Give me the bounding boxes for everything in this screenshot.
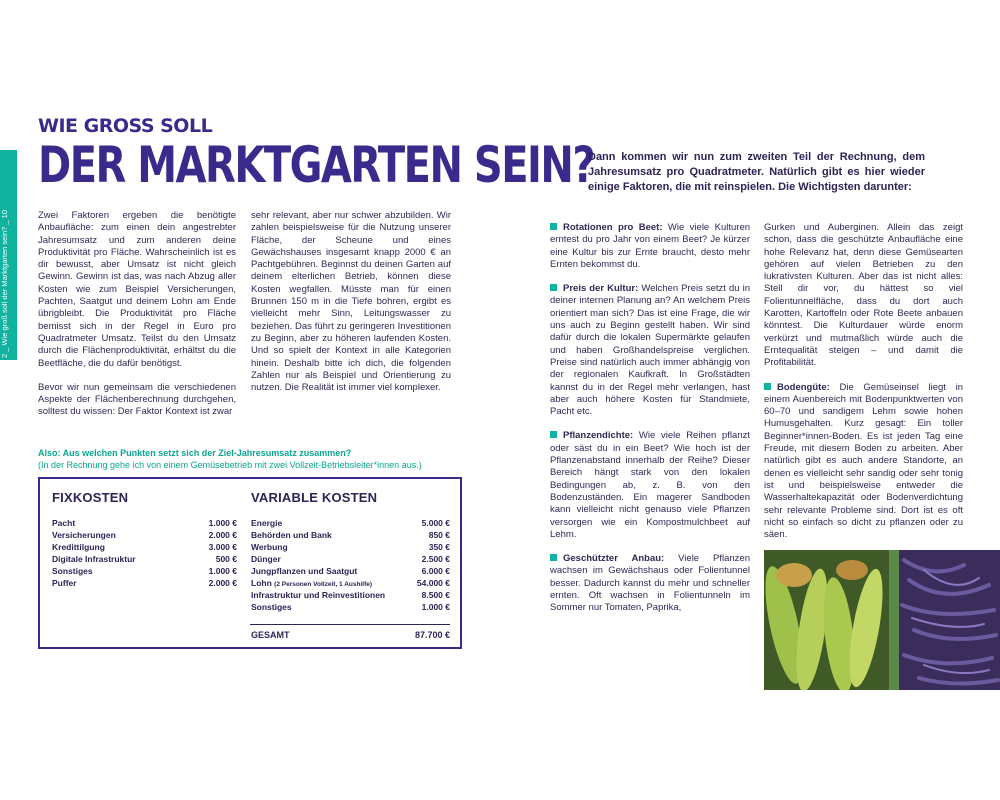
question-block [38, 447, 463, 471]
cost-row: Lohn (2 Personen Vollzeit, 1 Aushilfe) 54.000 € [251, 578, 450, 588]
cost-row: Werbung 350 € [251, 542, 450, 552]
page-title: DER MARKTGARTEN SEIN? [38, 137, 595, 195]
cost-row-note: (2 Personen Vollzeit, 1 Aushilfe) [274, 581, 373, 588]
factor-item: Preis der Kultur: Welchen Preis setzt du in deiner internen Planung an? An welchem Preis orientiert man sich? Das ist eine Frage, die wir uns auch zu Beginn gestellt haben. Wir sind dafür durch die lokalen Supermärkte gelaufen und haben Großhandelspreise verglichen. Preise sind natürlich auch immer abhängig von der regionalen Kaufkraft. In Großstädten kannst du in der Regel mehr verlangen, hast aber auch höhere Kosten für Standmiete, Pacht etc. [550, 283, 751, 418]
question-heading: Also: Aus welchen Punkten setzt sich der Ziel-Jahresumsatz zusammen? [38, 448, 352, 458]
factor-item: Rotationen pro Beet: Wie viele Kulturen erntest du pro Jahr von einem Beet? Je kürzer eine Kultur bis zur Ernte braucht, desto mehr Ernten bekommst du. [550, 222, 751, 270]
factor-item: Geschützter Anbau: Viele Pflanzen wachsen im Gewächshaus oder Folientunnel besser. Dadurch kannst du mehr und schneller ernten. Oft wachsen in Folientunneln im Sommer nur Tomaten, Paprika, [550, 553, 750, 614]
fixed-costs-heading: FIXKOSTEN [52, 490, 129, 505]
cost-row: Dünger 2.500 € [251, 554, 450, 564]
cost-row: Energie 5.000 € [251, 518, 450, 528]
text-column-left [38, 210, 236, 431]
cost-row: Kredittilgung 3.000 € [52, 542, 237, 552]
paragraph: Zwei Faktoren ergeben die benötigte Anbaufläche: zum einen dein angestrebter Jahresumsatz und zum anderen deine Produktivität pro Fläche. Wahrscheinlich ist es dir bewusst, aber Umsatz ist nicht gleich Gewinn. Gewinn ist das, was nach Abzug aller Kosten wie zum Beispiel Versicherungen, Pachten, Saatgut und deinem Lohn am Ende übrigbleibt. Die Produktivität pro Fläche bemisst sich in der Regel in Euro pro Quadratmeter Umsatz. Teilst du den Umsatz durch die Flächenproduktivität, erhältst du die Beetfläche, die du dafür benötigst. [38, 210, 236, 369]
cost-row: Pacht 1.000 € [52, 518, 237, 528]
vegetable-photo [764, 550, 1000, 690]
bullet-square-icon [550, 284, 557, 291]
variable-costs-heading: VARIABLE KOSTEN [251, 490, 378, 505]
cost-row: Puffer 2.000 € [52, 578, 237, 588]
cost-row: Sonstiges 1.000 € [52, 566, 237, 576]
cost-row: Infrastruktur und Reinvestitionen 8.500 € [251, 590, 450, 600]
right-page-intro: Dann kommen wir nun zum zweiten Teil der Rechnung, dem Jahresumsatz pro Quadratmeter. Natürlich gibt es hier wieder einige Faktoren, die mit reinspielen. Die Wichtigsten darunter: [588, 151, 925, 193]
title-kicker: WIE GROSS SOLL [38, 115, 213, 137]
cost-row: Versicherungen 2.000 € [52, 530, 237, 540]
cost-total-row: GESAMT 87.700 € [251, 630, 450, 640]
paragraph: Bevor wir nun gemeinsam die verschiedenen Aspekte der Flächenberechnung durchgehen, solltest du wissen: Der Faktor Kontext ist zwar [38, 381, 236, 418]
vegetable-photo-illustration [764, 550, 1000, 690]
cost-row: Jungpflanzen und Saatgut 6.000 € [251, 566, 450, 576]
bullet-square-icon [550, 554, 557, 561]
cost-row: Digitale Infrastruktur 500 € [52, 554, 237, 564]
total-divider [250, 624, 450, 625]
paragraph: sehr relevant, aber nur schwer abzubilden. Wir zahlen beispielsweise für die Nutzung unserer Fläche, der Scheune und eines Gewächshauses insgesamt knapp 2000 € an Pachtgebühren. Beginnst du deinen Garten auf deinem elterlichen Betrieb, können diese Kosten wegfallen. Müsste man für einen Brunnen 150 m in die Tiefe bohren, ergibt es vielleicht mehr Sinn, Leitungswasser zu beziehen. Das führt zu geringeren Investitionen zu Beginn, aber zu höheren laufenden Kosten. Und so spielt der Kontext in alle Kategorien hinein. Deshalb bitte ich dich, die folgenden Zahlen nur als Beispiel und Orientierung zu nutzen. Die Realität ist immer viel komplexer. [251, 210, 451, 394]
factor-item: Pflanzendichte: Wie viele Reihen pflanzt oder säst du in ein Beet? Wie hoch ist der Pflanzenabstand innerhalb der Reihe? Dieser Bereich hängt stark von den lokalen Bedingungen ab, z. B. von den Bodenzuständen. Ein magerer Sandboden kann vielleicht nicht genauso viele Pflanzen versorgen wie ein Kompostmulchbeet auf Lehm. [550, 430, 750, 540]
factor-item: Bodengüte: Die Gemüseinsel liegt in einem Auenbereich mit Bodenpunktwerten von 60–70 und sandigem Lehm sowie hohen Humusgehalten. Kurz gesagt: Ein toller Beginner*innen-Boden. Es ist jeden Tag eine Freude, mit diesem Boden zu arbeiten. Aber natürlich gibt es auch andere Standorte, an denen es vielleicht sehr sandig oder sehr tonig ist und beispielsweise entweder die Wasserhaltekapazität oder Bodenverdichtung sehr relevante Probleme sind. Dort ist es oft nicht so einfach so dicht zu pflanzen oder zu säen. [764, 381, 964, 541]
text-column-middle [251, 210, 451, 406]
bullet-square-icon [550, 223, 557, 230]
cost-row: Behörden und Bank 850 € [251, 530, 450, 540]
bullet-square-icon [764, 383, 771, 390]
bullet-square-icon [550, 431, 557, 438]
cost-row: Sonstiges 1.000 € [251, 602, 450, 612]
factors-column-1 [550, 222, 750, 627]
paragraph: Gurken und Auberginen. Allein das zeigt schon, dass die geschützte Anbaufläche eine hohe Relevanz hat, denn diese Gemüsearten gehören auf vielen Betrieben zu den lukrativsten Kulturen. Aber das ist nicht alles: Stell dir vor, du hättest so viel Folientunnelfläche, dass du dort auch Karotten, Kartoffeln oder Rote Beete anbauen könntest. Die Kulturdauer würde enorm verkürzt und mutmaßlich würde auch die Erntequalität steigen – und damit die Profitabilität. [764, 222, 963, 369]
factors-column-2 [764, 222, 963, 553]
question-note: (In der Rechnung gehe ich von einem Gemüsebetrieb mit zwei Vollzeit-Betriebsleiter*innen aus.) [38, 460, 422, 470]
